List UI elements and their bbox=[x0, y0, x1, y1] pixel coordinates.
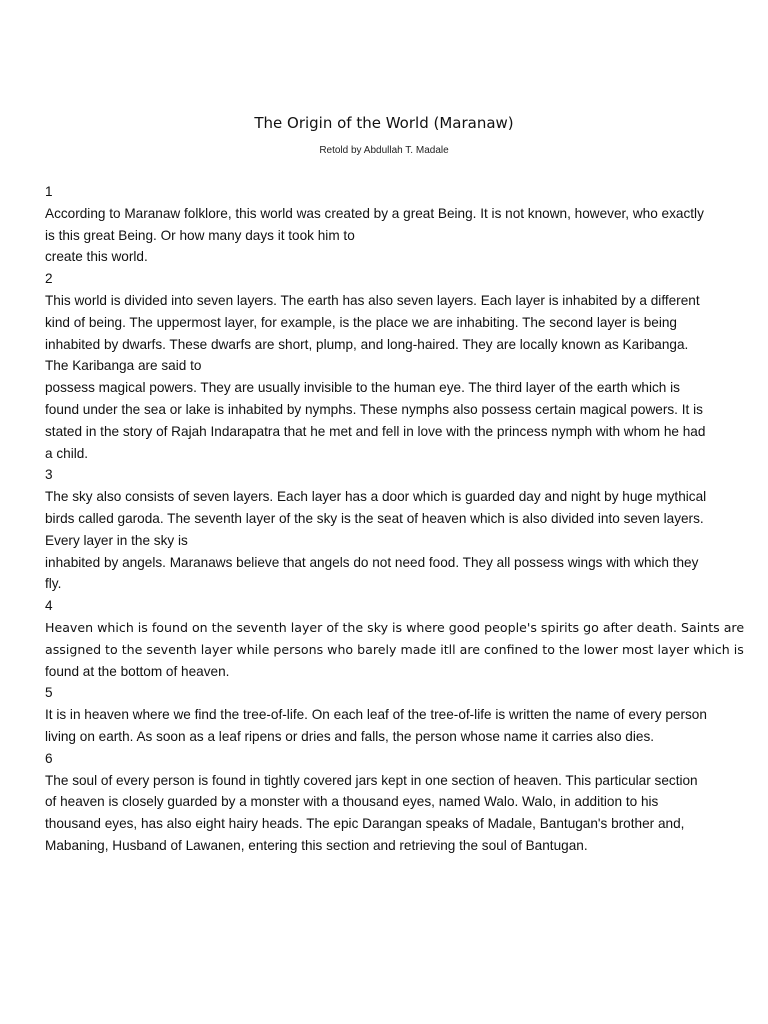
text-line: fly. bbox=[45, 576, 62, 592]
text-line: The sky also consists of seven layers. Each layer has a door which is guarded day and night by huge mythical bbox=[45, 489, 707, 505]
section-number: 1 bbox=[45, 184, 53, 199]
text-line: birds called garoda. The seventh layer of the sky is the seat of heaven which is also divided into seven layers. bbox=[45, 510, 704, 526]
document-subtitle: Retold by Abdullah T. Madale bbox=[319, 145, 449, 156]
text-line: found under the sea or lake is inhabited by nymphs. These nymphs also possess certain magical powers. It is bbox=[45, 401, 703, 417]
text-line: living on earth. As soon as a leaf ripens or dries and falls, the person whose name it carries also dies. bbox=[45, 728, 655, 744]
text-line: stated in the story of Rajah Indarapatra that he met and fell in love with the princess nymph with whom he had bbox=[45, 423, 706, 439]
text-line: It is in heaven where we find the tree-of-life. On each leaf of the tree-of-life is written the name of every person bbox=[45, 707, 707, 723]
section-number: 2 bbox=[45, 271, 53, 287]
document-title: The Origin of the World (Maranaw) bbox=[254, 114, 514, 132]
text-line: is this great Being. Or how many days it took him to bbox=[45, 227, 355, 243]
text-line: According to Maranaw folklore, this world was created by a great Being. It is not known, however, who exactly bbox=[45, 205, 704, 221]
text-line: assigned to the seventh layer while persons who barely made itll are confined to the lower most layer which is bbox=[45, 641, 744, 657]
section-number: 5 bbox=[45, 685, 53, 701]
text-line: Mabaning, Husband of Lawanen, entering this section and retrieving the soul of Bantugan. bbox=[45, 837, 588, 853]
text-line: The soul of every person is found in tightly covered jars kept in one section of heaven. This particular section bbox=[45, 772, 698, 788]
text-line: Every layer in the sky is bbox=[45, 532, 188, 548]
section-number: 3 bbox=[45, 467, 53, 483]
text-line: create this world. bbox=[45, 249, 148, 265]
text-line: thousand eyes, has also eight hairy heads. The epic Darangan speaks of Madale, Bantugan's brother and, bbox=[45, 816, 685, 832]
text-line: possess magical powers. They are usually invisible to the human eye. The third layer of the earth which is bbox=[45, 380, 680, 396]
text-line: kind of being. The uppermost layer, for example, is the place we are inhabiting. The second layer is being bbox=[45, 314, 677, 330]
text-line: This world is divided into seven layers. The earth has also seven layers. Each layer is inhabited by a different bbox=[45, 292, 700, 308]
text-line: inhabited by angels. Maranaws believe that angels do not need food. They all possess wings with which they bbox=[45, 554, 699, 570]
text-line: inhabited by dwarfs. These dwarfs are short, plump, and long-haired. They are locally known as Karibanga. bbox=[45, 336, 689, 352]
section-number: 4 bbox=[45, 598, 53, 614]
text-line: of heaven is closely guarded by a monster with a thousand eyes, named Walo. Walo, in addition to his bbox=[45, 794, 659, 810]
text-line: found at the bottom of heaven. bbox=[45, 663, 230, 679]
text-line: a child. bbox=[45, 445, 89, 461]
text-line: Heaven which is found on the seventh layer of the sky is where good people's spirits go after death. Saints are bbox=[45, 619, 745, 635]
text-line: The Karibanga are said to bbox=[45, 358, 202, 374]
section-number: 6 bbox=[45, 750, 53, 766]
document-body bbox=[45, 181, 745, 857]
